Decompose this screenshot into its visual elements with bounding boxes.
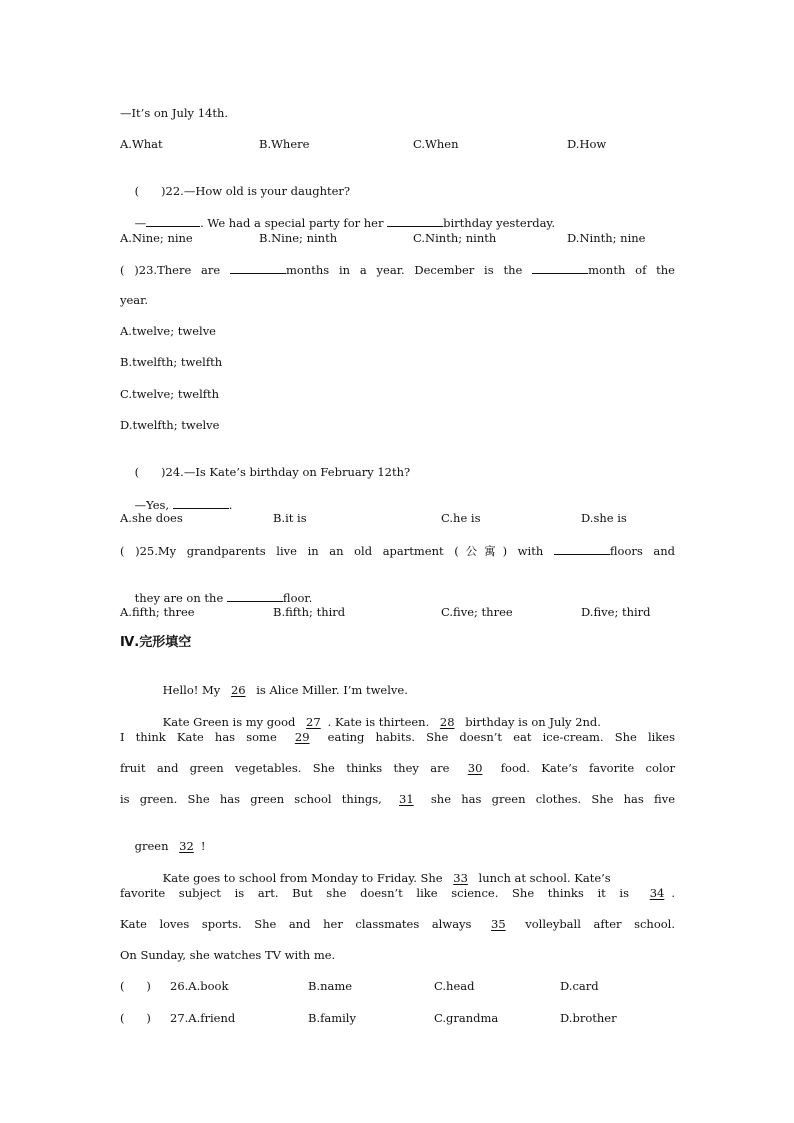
- q25-stem: [120, 542, 675, 559]
- q26-option-a: 26.A.book: [170, 979, 229, 993]
- q24-answer-paren[interactable]: ( ): [134, 465, 166, 479]
- blank-32[interactable]: 32: [179, 839, 194, 853]
- passage-text: . Kate is thirteen.: [327, 715, 433, 729]
- q24-option-c: C.he is: [441, 511, 481, 525]
- blank-33[interactable]: 33: [453, 871, 468, 885]
- q26-answer-paren[interactable]: ( ): [120, 979, 151, 993]
- q25-blank-2[interactable]: [227, 589, 283, 602]
- q23-option-b: B.twelfth; twelfth: [120, 355, 223, 369]
- q23-text-c: month of the: [588, 263, 675, 277]
- q23-stem: [120, 261, 675, 278]
- q24-option-d: D.she is: [581, 511, 627, 525]
- passage-text: food. Kate’s favorite color: [489, 761, 675, 775]
- q24-text-b: .: [228, 498, 233, 512]
- blank-26[interactable]: 26: [230, 683, 246, 697]
- q27-option-a: 27.A.friend: [170, 1011, 236, 1025]
- passage-text: is Alice Miller. I’m twelve.: [252, 683, 408, 697]
- blank-30[interactable]: 30: [467, 761, 483, 775]
- passage-text: is green. She has green school things,: [120, 792, 393, 806]
- q22-text-c: birthday yesterday.: [443, 216, 556, 230]
- q21-option-a: A.What: [120, 137, 163, 151]
- passage-line: On Sunday, she watches TV with me.: [120, 948, 336, 962]
- blank-27[interactable]: 27: [306, 715, 321, 729]
- q22-blank-1[interactable]: [146, 214, 200, 227]
- q24-option-b: B.it is: [273, 511, 307, 525]
- q25-option-d: D.five; third: [581, 605, 651, 619]
- passage-line: [120, 729, 675, 745]
- q22-dash: —: [134, 216, 147, 230]
- passage-line: [120, 791, 675, 807]
- passage-text: green: [134, 839, 173, 853]
- q21-option-b: B.Where: [259, 137, 310, 151]
- blank-31[interactable]: 31: [399, 792, 414, 806]
- passage-text: Hello! My: [162, 683, 224, 697]
- q22-blank-2[interactable]: [387, 214, 443, 227]
- passage-text: I think Kate has some: [120, 730, 288, 744]
- q23-option-a: A.twelve; twelve: [120, 324, 216, 338]
- q25-text-a: 25.My grandparents live in an old apartment (公寓) with: [139, 544, 554, 558]
- passage-text: she has green clothes. She has five: [420, 792, 675, 806]
- q23-blank-2[interactable]: [532, 261, 588, 274]
- q22-option-b: B.Nine; ninth: [259, 231, 338, 245]
- q26-option-b: B.name: [308, 979, 353, 993]
- passage-text: .: [671, 886, 675, 900]
- passage-text: Kate goes to school from Monday to Friday. She: [162, 871, 447, 885]
- q27-option-d: D.brother: [560, 1011, 617, 1025]
- q24-question: 24.—Is Kate’s birthday on February 12th?: [165, 465, 411, 479]
- passage-text: fruit and green vegetables. She thinks they are: [120, 761, 461, 775]
- blank-29[interactable]: 29: [294, 730, 310, 744]
- passage-text: Kate Green is my good: [162, 715, 300, 729]
- q23-stem-cont: year.: [120, 293, 149, 307]
- q24-blank[interactable]: [173, 496, 229, 509]
- q23-text-a: 23.There are: [138, 263, 231, 277]
- section-heading: Ⅳ.完形填空: [120, 635, 192, 650]
- q25-option-a: A.fifth; three: [120, 605, 195, 619]
- q21-option-c: C.When: [413, 137, 459, 151]
- blank-28[interactable]: 28: [439, 715, 455, 729]
- passage-line: [120, 916, 675, 932]
- passage-line: [120, 885, 675, 901]
- q27-answer-paren[interactable]: ( ): [120, 1011, 151, 1025]
- passage-text: favorite subject is art. But she doesn’t like science. She thinks it is: [120, 886, 643, 900]
- q23-option-d: D.twelfth; twelve: [120, 418, 220, 432]
- q26-option-d: D.card: [560, 979, 599, 993]
- q25-text-b: floors and: [609, 544, 675, 558]
- q22-option-d: D.Ninth; nine: [567, 231, 646, 245]
- q21-option-d: D.How: [567, 137, 607, 151]
- q22-answer-paren[interactable]: ( ): [134, 184, 166, 198]
- passage-text: birthday is on July 2nd.: [461, 715, 601, 729]
- passage-text: lunch at school. Kate’s: [474, 871, 611, 885]
- q22-option-c: C.Ninth; ninth: [413, 231, 497, 245]
- q26-option-c: C.head: [434, 979, 475, 993]
- q25-option-c: C.five; three: [441, 605, 513, 619]
- blank-35[interactable]: 35: [491, 917, 506, 931]
- q23-answer-paren[interactable]: ( ): [120, 263, 139, 277]
- q25-text-d: floor.: [282, 591, 313, 605]
- passage-line: [120, 760, 675, 776]
- q23-option-c: C.twelve; twelfth: [120, 387, 220, 401]
- passage-text: !: [200, 839, 206, 853]
- q25-blank-1[interactable]: [554, 542, 610, 555]
- q21-answer-line: —It’s on July 14th.: [120, 106, 229, 120]
- q27-option-c: C.grandma: [434, 1011, 499, 1025]
- q23-blank-1[interactable]: [230, 261, 286, 274]
- q22-question: 22.—How old is your daughter?: [165, 184, 351, 198]
- q25-option-b: B.fifth; third: [273, 605, 346, 619]
- q23-text-b: months in a year. December is the: [286, 263, 533, 277]
- q27-option-b: B.family: [308, 1011, 356, 1025]
- passage-text: eating habits. She doesn’t eat ice-cream. She likes: [316, 730, 675, 744]
- q22-text-b: . We had a special party for her: [200, 216, 388, 230]
- q24-text-a: —Yes,: [134, 498, 173, 512]
- q25-text-c: they are on the: [134, 591, 227, 605]
- q25-answer-paren[interactable]: ( ): [120, 544, 140, 558]
- q24-option-a: A.she does: [120, 511, 183, 525]
- passage-text: volleyball after school.: [512, 917, 675, 931]
- passage-text: Kate loves sports. She and her classmates always: [120, 917, 485, 931]
- q22-option-a: A.Nine; nine: [120, 231, 193, 245]
- blank-34[interactable]: 34: [649, 886, 665, 900]
